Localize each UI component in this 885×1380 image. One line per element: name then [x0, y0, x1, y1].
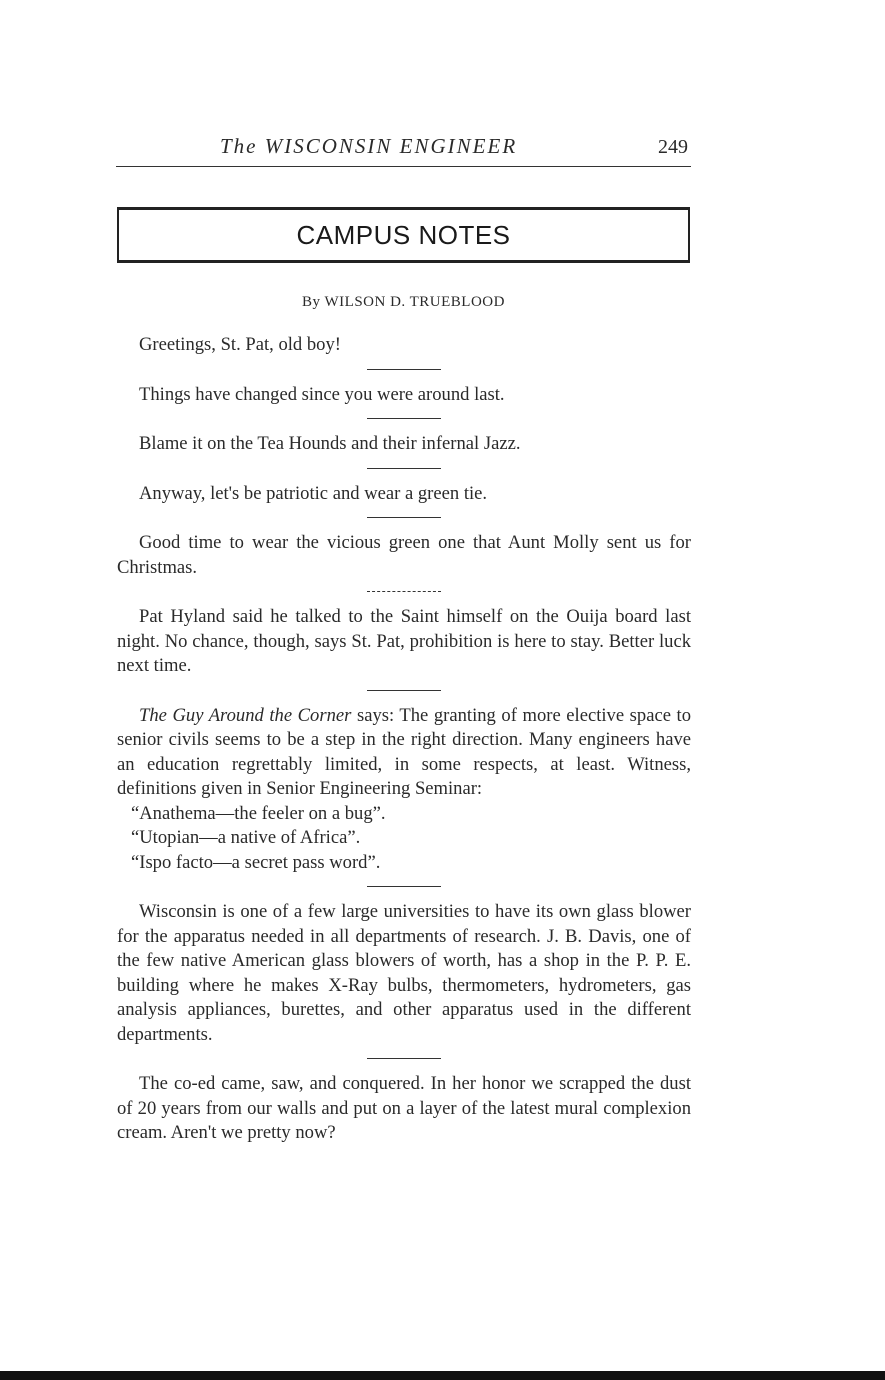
- separator-rule: [367, 369, 441, 370]
- separator-rule: [367, 517, 441, 518]
- paragraph: Greetings, St. Pat, old boy!: [139, 334, 341, 355]
- separator-rule: [367, 690, 441, 691]
- separator-rule: [367, 468, 441, 469]
- paragraph-text: says: The granting of more elective space to senior civils seems to be a step in the right direction. Many engineers have an education regrettably limited, in some respects, at least. Witness, definitions given in Senior Engineering Seminar:: [117, 704, 692, 799]
- scan-edge-bar: [0, 1371, 885, 1380]
- paragraph: Things have changed since you were around last.: [139, 383, 505, 405]
- separator-rule: [367, 1058, 441, 1059]
- paragraph: [117, 704, 691, 802]
- paragraph: Good time to wear the vicious green one that Aunt Molly sent us for Christmas.: [117, 532, 691, 578]
- quoted-definition: “Anathema—the feeler on a bug”.: [131, 802, 386, 824]
- paragraph: Wisconsin is one of a few large universities to have its own glass blower for the apparatus needed in all departments of research. J. B. Davis, one of the few native American glass blowers of worth, has a shop in the P. P. E. building where he makes X-Ray bulbs, thermometers, hydrometers, gas analysis appliances, burettes, and other apparatus used in the different departments.: [117, 901, 691, 1045]
- page-number: 249: [658, 136, 688, 158]
- separator-rule: [367, 886, 441, 887]
- article-body: [117, 333, 691, 1146]
- paragraph: The co-ed came, saw, and conquered. In her honor we scrapped the dust of 20 years from our walls and put on a layer of the latest mural complexion cream. Aren't we pretty now?: [117, 1073, 691, 1143]
- separator-rule: [367, 418, 441, 419]
- header-rule: [116, 166, 691, 167]
- byline: By WILSON D. TRUEBLOOD: [302, 294, 505, 310]
- column-name: The Guy Around the Corner: [139, 704, 352, 726]
- paragraph: Blame it on the Tea Hounds and their infernal Jazz.: [139, 433, 521, 454]
- section-title: CAMPUS NOTES: [296, 219, 511, 250]
- quoted-definition: “Utopian—a native of Africa”.: [131, 827, 361, 848]
- running-header-title: The WISCONSIN ENGINEER: [220, 134, 518, 158]
- quoted-definition: “Ispo facto—a secret pass word”.: [131, 851, 381, 873]
- separator-rule: [367, 591, 441, 592]
- paragraph: Anyway, let's be patriotic and wear a green tie.: [139, 482, 488, 504]
- paragraph: Pat Hyland said he talked to the Saint himself on the Ouija board last night. No chance, though, says St. Pat, prohibition is here to stay. Better luck next time.: [117, 606, 691, 676]
- section-title-box: [117, 207, 690, 263]
